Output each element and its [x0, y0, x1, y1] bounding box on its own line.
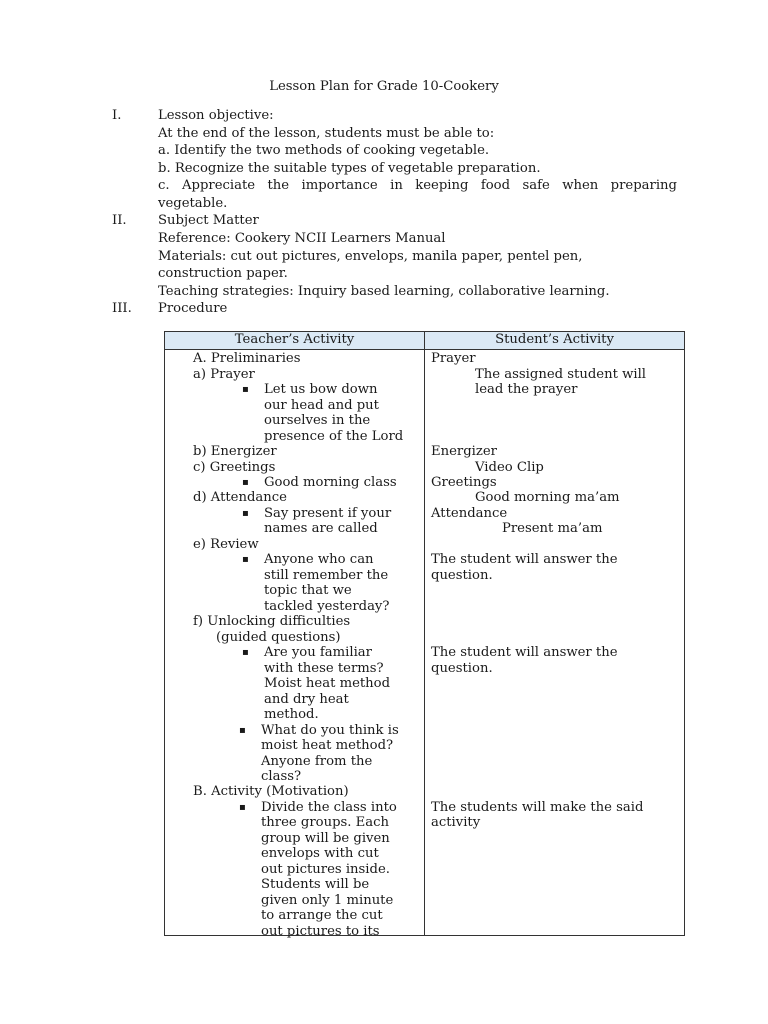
student-review-text: The student will answer the — [431, 552, 618, 567]
reference-line: Reference: Cookery NCII Learners Manual — [158, 231, 446, 246]
objective-c: c. Appreciate the importance in keeping food safe when preparing — [158, 178, 677, 193]
preliminaries-label: A. Preliminaries — [193, 351, 301, 366]
review-bullet-line: tackled yesterday? — [264, 599, 390, 614]
review-item: e) Review — [193, 537, 259, 552]
student-activity-cell — [425, 350, 685, 936]
greetings-bullet: ▪ Good morning class — [264, 475, 397, 490]
energizer-item: b) Energizer — [193, 444, 277, 459]
activity-bullet-line: given only 1 minute — [261, 893, 394, 908]
unlocking-item-cont: (guided questions) — [216, 630, 341, 645]
unlocking-bullet-line: method. — [264, 707, 319, 722]
student-energizer-label: Energizer — [431, 444, 497, 459]
unlocking-bullet-line: Moist heat method — [264, 676, 391, 691]
prayer-bullet-line: ourselves in the — [264, 413, 371, 428]
student-unlocking-text: The student will answer the — [431, 645, 618, 660]
student-review-text-cont: question. — [431, 568, 493, 583]
section-heading: Procedure — [158, 301, 228, 316]
document-title: Lesson Plan for Grade 10-Cookery — [269, 79, 499, 94]
unlocking-bullet-2: ▪ What do you think is — [261, 723, 399, 738]
activity-bullet-line: Students will be — [261, 877, 370, 892]
activity-bullet: ▪ Divide the class into — [261, 800, 397, 815]
student-greetings-label: Greetings — [431, 475, 497, 490]
prayer-bullet-line: our head and put — [264, 398, 379, 413]
prayer-bullet-line: presence of the Lord — [264, 429, 404, 444]
objective-a: a. Identify the two methods of cooking vegetable. — [158, 143, 490, 158]
review-bullet-line: still remember the — [264, 568, 389, 583]
activity-bullet-line: envelops with cut — [261, 846, 379, 861]
attendance-bullet: ▪ Say present if your — [264, 506, 391, 521]
review-bullet-line: topic that we — [264, 583, 352, 598]
unlocking-bullet-line: Anyone from the — [261, 754, 373, 769]
unlocking-bullet-line: and dry heat — [264, 692, 349, 707]
activity-bullet-line: three groups. Each — [261, 815, 390, 830]
student-attendance-text: Present ma’am — [502, 521, 603, 536]
section-heading: Lesson objective: — [158, 108, 274, 123]
materials-line: Materials: cut out pictures, envelops, manila paper, pentel pen, — [158, 249, 583, 264]
prayer-item: a) Prayer — [193, 367, 255, 382]
objective-lead: At the end of the lesson, students must be able to: — [158, 126, 495, 141]
materials-line-cont: construction paper. — [158, 266, 288, 281]
student-greetings-text: Good morning ma’am — [475, 490, 620, 505]
activity-bullet-line: out pictures to its — [261, 924, 380, 939]
review-bullet: ▪ Anyone who can — [264, 552, 374, 567]
unlocking-bullet-1: ▪ Are you familiar — [264, 645, 372, 660]
student-energizer-text: Video Clip — [475, 460, 544, 475]
activity-bullet-line: to arrange the cut — [261, 908, 383, 923]
section-heading: Subject Matter — [158, 213, 259, 228]
unlocking-item: f) Unlocking difficulties — [193, 614, 351, 629]
section-number: I. — [112, 108, 122, 123]
unlocking-bullet-line: moist heat method? — [261, 738, 394, 753]
activity-bullet-line: group will be given — [261, 831, 390, 846]
objective-c-cont: vegetable. — [158, 196, 228, 211]
attendance-bullet-line: names are called — [264, 521, 378, 536]
strategies-line: Teaching strategies: Inquiry based learning, collaborative learning. — [158, 284, 610, 299]
teacher-activity-header: Teacher’s Activity — [165, 332, 425, 350]
objective-b: b. Recognize the suitable types of vegetable preparation. — [158, 161, 541, 176]
section-number: III. — [112, 301, 132, 316]
student-unlocking-text-cont: question. — [431, 661, 493, 676]
student-activity-header: Student’s Activity — [425, 332, 685, 350]
prayer-bullet: ▪ Let us bow down — [264, 382, 378, 397]
activity-bullet-line: out pictures inside. — [261, 862, 390, 877]
student-attendance-label: Attendance — [431, 506, 508, 521]
student-activity-text: The students will make the said — [431, 800, 644, 815]
attendance-item: d) Attendance — [193, 490, 287, 505]
student-activity-text-cont: activity — [431, 815, 481, 830]
section-number: II. — [112, 213, 127, 228]
student-prayer-text-cont: lead the prayer — [475, 382, 578, 397]
teacher-activity-cell — [165, 350, 425, 939]
activity-label: B. Activity (Motivation) — [193, 784, 349, 799]
student-prayer-label: Prayer — [431, 351, 476, 366]
procedure-table — [164, 331, 685, 939]
greetings-item: c) Greetings — [193, 460, 276, 475]
unlocking-bullet-line: with these terms? — [264, 661, 384, 676]
student-prayer-text: The assigned student will — [475, 367, 647, 382]
unlocking-bullet-line: class? — [261, 769, 302, 784]
